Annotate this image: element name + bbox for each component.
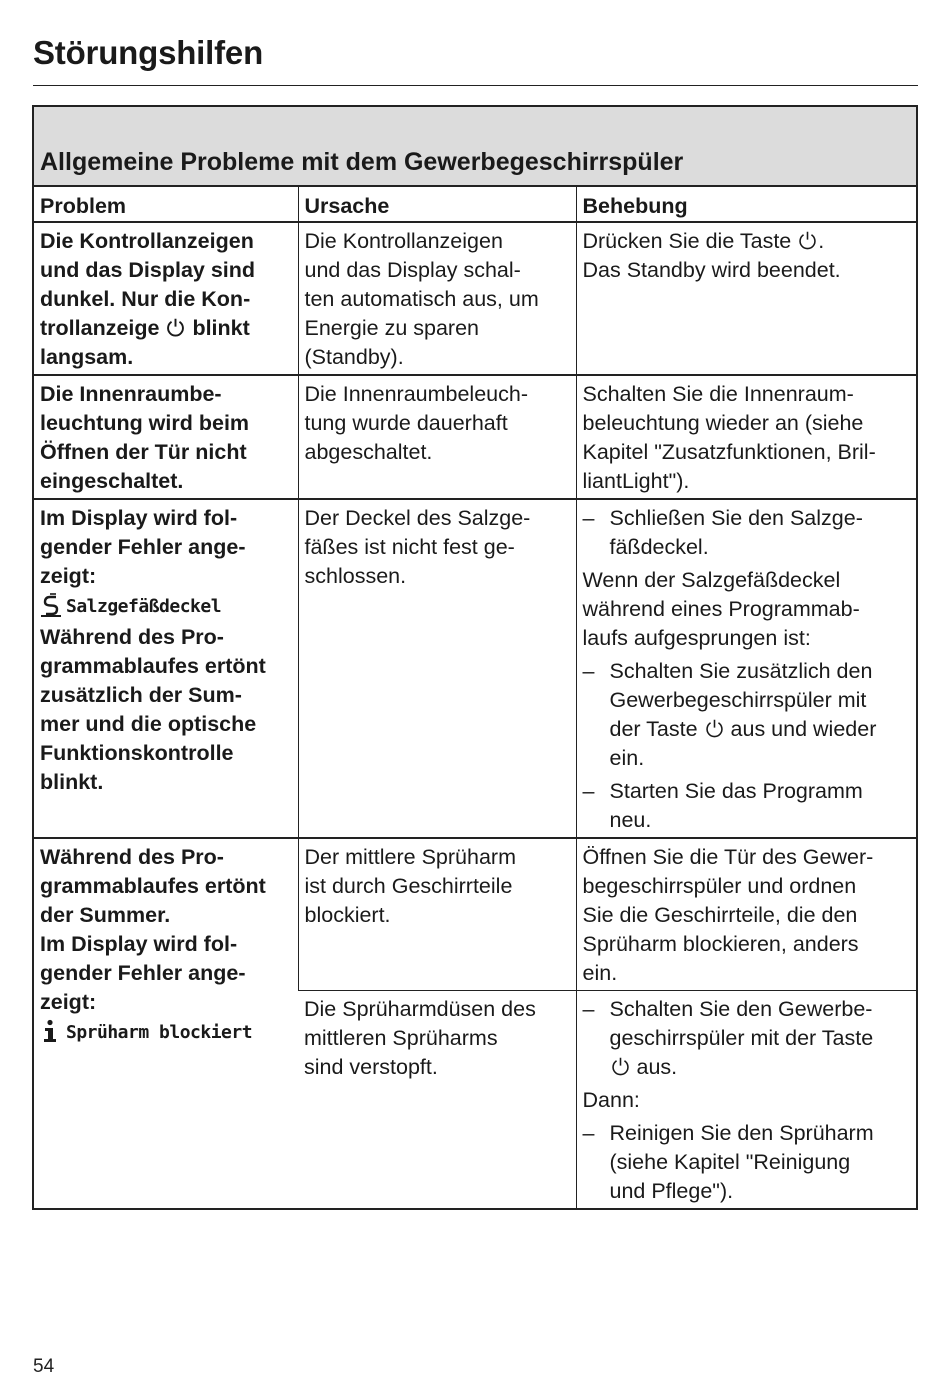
text-line: eingeschaltet.: [40, 469, 184, 493]
text-line: Energie zu sparen: [304, 316, 479, 340]
text-line: Sie die Geschirrteile, die den: [582, 903, 858, 927]
title-divider: [33, 85, 918, 86]
text-fragment: .: [818, 229, 825, 253]
text-fragment: trollanzeige: [40, 316, 160, 340]
text-fragment: Drücken Sie die Taste: [582, 229, 792, 253]
text-line: Öffnen der Tür nicht: [40, 440, 247, 464]
text-line: und Pflege").: [609, 1179, 734, 1203]
problem-cell: [34, 499, 298, 838]
remedy-cell: [576, 375, 916, 499]
text-line: [583, 227, 912, 256]
remedy-cell: [576, 991, 916, 1209]
remedy-cell: [576, 499, 916, 838]
text-line: gender Fehler ange-: [40, 961, 246, 985]
text-line: Im Display wird fol-: [40, 932, 238, 956]
text-line: zeigt:: [40, 564, 97, 588]
text-line: Die Kontrollanzeigen: [304, 229, 503, 253]
text-line: zusätzlich der Sum-: [40, 683, 242, 707]
text-line: schlossen.: [304, 564, 407, 588]
text-line: Während des Pro-: [40, 845, 224, 869]
problem-cell: [34, 838, 298, 1208]
text-line: [610, 1053, 912, 1082]
table-banner-title: Allgemeine Probleme mit dem Gewerbegeschirrspüler: [40, 148, 684, 176]
text-line: Die Sprüharmdüsen des: [304, 997, 536, 1021]
table-row: [34, 499, 916, 838]
cause-cell: [298, 991, 576, 1209]
text-line: grammablaufes ertönt: [40, 654, 266, 678]
text-line: Kapitel "Zusatzfunktionen, Bril-: [582, 440, 876, 464]
text-line: zeigt:: [40, 990, 97, 1014]
table-header-row: [34, 187, 916, 222]
text-line: Die Kontrollanzeigen: [40, 229, 254, 253]
table-row: [34, 375, 916, 499]
text-line: Das Standby wird beendet.: [582, 258, 841, 282]
text-line: laufs aufgesprungen ist:: [582, 626, 811, 650]
text-line: liantLight").: [582, 469, 690, 493]
text-line: leuchtung wird beim: [40, 411, 250, 435]
page-number: 54: [33, 1356, 55, 1377]
table-banner: [34, 107, 916, 187]
text-line: neu.: [609, 808, 652, 832]
table-row: [34, 222, 916, 375]
text-line: begeschirrspüler und ordnen: [582, 874, 857, 898]
text-line: Wenn der Salzgefäßdeckel: [582, 568, 841, 592]
text-line: mer und die optische: [40, 712, 257, 736]
text-line: blockiert.: [304, 903, 391, 927]
power-icon: [704, 718, 725, 739]
text-line: – Schalten Sie den Gewerbe-: [609, 997, 873, 1021]
problem-cell: [34, 222, 298, 375]
text-line: langsam.: [40, 345, 134, 369]
text-line: (Standby).: [304, 345, 404, 369]
text-fragment: aus.: [636, 1055, 678, 1079]
text-line: Sprüharm blockieren, anders: [582, 932, 859, 956]
problem-cell: [34, 375, 298, 499]
text-line: dunkel. Nur die Kon-: [40, 287, 251, 311]
text-line: Im Display wird fol-: [40, 506, 238, 530]
text-line: ten automatisch aus, um: [304, 287, 539, 311]
text-line: während eines Programmab-: [582, 597, 860, 621]
list-item: [583, 1119, 912, 1206]
text-fragment: der Taste: [609, 717, 698, 741]
text-line: ein.: [582, 961, 618, 985]
header-problem: Problem: [34, 187, 298, 222]
power-icon: [797, 230, 818, 251]
page-title: Störungshilfen: [33, 34, 264, 71]
list-item: [583, 504, 912, 562]
text-line: – Schließen Sie den Salzge-: [609, 506, 863, 530]
text-line: Die Innenraumbe-: [40, 382, 222, 406]
list-item: [583, 777, 912, 835]
salt-container-icon: [40, 593, 62, 617]
header-cause: Ursache: [298, 187, 576, 222]
text-line: Der Deckel des Salzge-: [304, 506, 531, 530]
text-line: mittleren Sprüharms: [304, 1026, 498, 1050]
list-item: [583, 657, 912, 773]
text-fragment: blinkt: [192, 316, 250, 340]
text-line: Die Innenraumbeleuch-: [304, 382, 528, 406]
text-line: abgeschaltet.: [304, 440, 433, 464]
text-line: – Starten Sie das Programm: [609, 779, 863, 803]
text-line: [40, 314, 293, 343]
text-line: Dann:: [582, 1088, 640, 1112]
text-line: Schalten Sie die Innenraum-: [582, 382, 854, 406]
text-line: blinkt.: [40, 770, 104, 794]
display-message: [40, 1018, 293, 1047]
cause-cell: [298, 499, 576, 838]
text-line: Der mittlere Sprüharm: [304, 845, 516, 869]
text-line: grammablaufes ertönt: [40, 874, 266, 898]
display-message: [40, 592, 293, 621]
text-line: Öffnen Sie die Tür des Gewer-: [582, 845, 874, 869]
power-icon: [610, 1056, 631, 1077]
list-item: [583, 995, 912, 1082]
text-line: geschirrspüler mit der Taste: [609, 1026, 874, 1050]
text-line: und das Display sind: [40, 258, 256, 282]
remedy-cell: [576, 838, 916, 991]
text-line: – Schalten Sie zusätzlich den: [609, 659, 873, 683]
cause-cell: [298, 222, 576, 375]
info-icon: [40, 1019, 62, 1043]
text-line: Funktionskontrolle: [40, 741, 234, 765]
troubleshooting-table: [32, 105, 918, 1210]
text-line: [610, 715, 912, 744]
cause-cell: [298, 838, 576, 991]
text-line: Während des Pro-: [40, 625, 224, 649]
text-line: beleuchtung wieder an (siehe: [582, 411, 864, 435]
text-line: fäßes ist nicht fest ge-: [304, 535, 515, 559]
text-line: ein.: [609, 746, 645, 770]
remedy-cell: [576, 222, 916, 375]
power-icon: [165, 317, 186, 338]
header-remedy: Behebung: [576, 187, 916, 222]
text-line: der Summer.: [40, 903, 171, 927]
text-line: – Reinigen Sie den Sprüharm: [609, 1121, 874, 1145]
table-row: [34, 838, 916, 991]
cause-cell: [298, 375, 576, 499]
text-line: (siehe Kapitel "Reinigung: [609, 1150, 851, 1174]
text-line: gender Fehler ange-: [40, 535, 246, 559]
display-message-text: Sprüharm blockiert: [66, 1022, 253, 1043]
text-line: sind verstopft.: [304, 1055, 438, 1079]
text-line: ist durch Geschirrteile: [304, 874, 513, 898]
text-line: fäßdeckel.: [609, 535, 709, 559]
text-line: tung wurde dauerhaft: [304, 411, 508, 435]
display-message-text: Salzgefäßdeckel: [66, 596, 222, 617]
text-fragment: aus und wieder: [730, 717, 877, 741]
text-line: Gewerbegeschirrspüler mit: [609, 688, 867, 712]
troubleshooting-grid: [34, 187, 916, 1208]
text-line: und das Display schal-: [304, 258, 521, 282]
